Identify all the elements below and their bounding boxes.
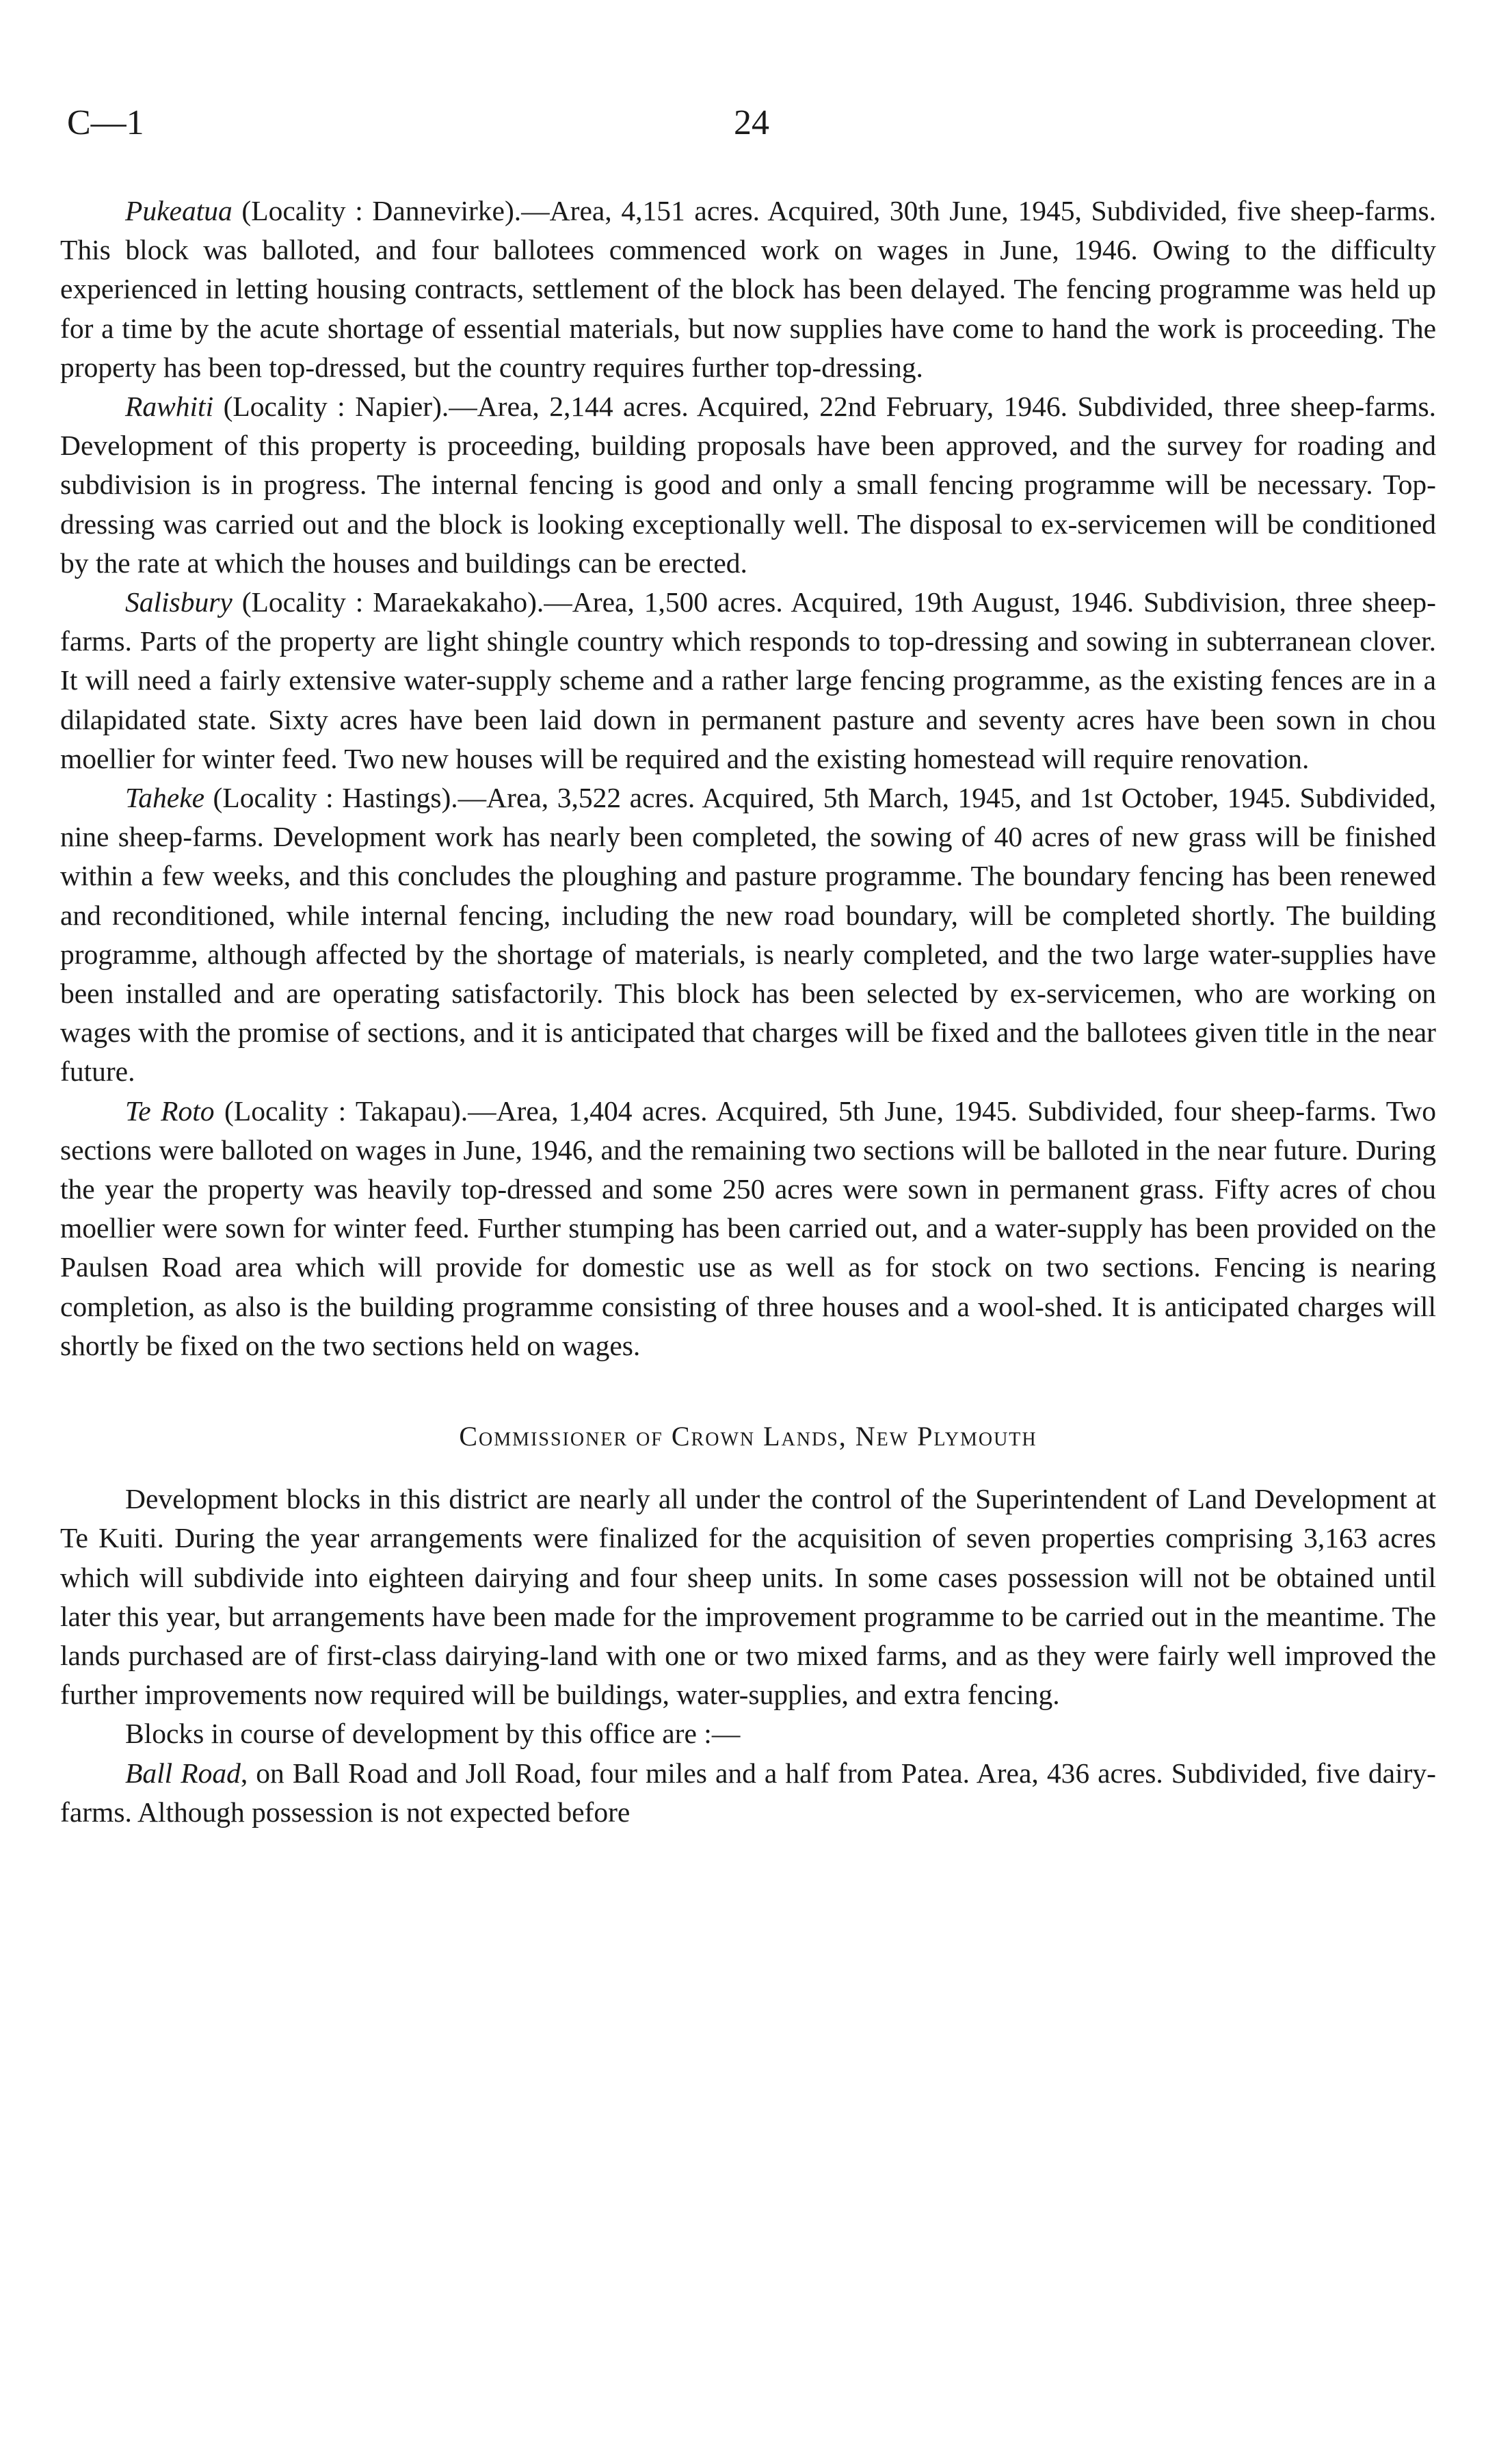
document-code: C—1: [67, 103, 144, 142]
paragraph-text: Development blocks in this district are nearly all under the control of the Superintendent of Land Development at Te Kuiti. During the year arrangements were finalized for the acquisition of seven properties comprising 3,163 acres which will subdivide into eighteen dairying and four sheep units. In some cases possession will not be obtained until later this year, but arrangements have been made for the improvement programme to be carried out in the meantime. The lands purchased are of first-class dairying-land with one or two mixed farms, and as they were fairly well improved the further improvements now required will be buildings, water-supplies, and extra fencing.: [60, 1483, 1436, 1711]
paragraph-text: (Locality : Hastings).—Area, 3,522 acres. Acquired, 5th March, 1945, and 1st October, 1945. Subdivided, nine sheep-farms. Development work has nearly been completed, the sowing of 40 acres of new grass will be finished within a few weeks, and this concludes the ploughing and pasture programme. The boundary fencing has been renewed and reconditioned, while internal fencing, including the new road boundary, will be completed shortly. The building programme, although affected by the shortage of materials, is nearly completed, and the two large water-supplies have been installed and are operating satisfactorily. This block has been selected by ex-servicemen, who are working on wages with the promise of sections, and it is anticipated that charges will be fixed and the ballotees given title in the near future.: [60, 782, 1436, 1088]
paragraph-rawhiti: [60, 387, 1436, 583]
block-name: Rawhiti: [125, 391, 214, 423]
paragraph-te-roto: [60, 1092, 1436, 1365]
paragraph-development-blocks: [60, 1480, 1436, 1714]
paragraph-text: (Locality : Dannevirke).—Area, 4,151 acres. Acquired, 30th June, 1945, Subdivided, five sheep-farms. This block was balloted, and four ballotees commenced work on wages in June, 1946. Owing to the difficulty experienced in letting housing contracts, settlement of the block has been delayed. The fencing programme was held up for a time by the acute shortage of essential materials, but now supplies have come to hand the work is proceeding. The property has been top-dressed, but the country requires further top-dressing.: [60, 195, 1436, 383]
body-text: [60, 192, 1436, 1832]
paragraph-salisbury: [60, 583, 1436, 778]
section-heading: Commissioner of Crown Lands, New Plymouth: [459, 1421, 1037, 1452]
block-name: Taheke: [125, 782, 205, 814]
document-page: [60, 103, 1436, 1832]
paragraph-text: (Locality : Maraekakaho).—Area, 1,500 acres. Acquired, 19th August, 1946. Subdivision, three sheep-farms. Parts of the property are light shingle country which responds to top-dressing and sowing in subterranean clover. It will need a fairly extensive water-supply scheme and a rather large fencing programme, as the existing fences are in a dilapidated state. Sixty acres have been laid down in permanent pasture and seventy acres have been sown in chou moellier for winter feed. Two new houses will be required and the existing homestead will require renovation.: [60, 586, 1436, 774]
paragraph-pukeatua: [60, 192, 1436, 387]
paragraph-text: Blocks in course of development by this office are :—: [125, 1718, 741, 1750]
block-name: Salisbury: [125, 586, 233, 618]
paragraph-blocks-intro: [60, 1714, 1436, 1753]
page-header: [60, 103, 1436, 164]
block-name: Ball Road: [125, 1757, 241, 1789]
paragraph-taheke: [60, 778, 1436, 1092]
page-number: 24: [734, 103, 769, 142]
paragraph-ball-road: [60, 1754, 1436, 1832]
block-name: Pukeatua: [125, 195, 233, 226]
paragraph-text: (Locality : Takapau).—Area, 1,404 acres. Acquired, 5th June, 1945. Subdivided, four sheep-farms. Two sections were balloted on wages in June, 1946, and the remaining two sections will be balloted in the near future. During the year the property was heavily top-dressed and some 250 acres were sown in permanent grass. Fifty acres of chou moellier were sown for winter feed. Further stumping has been carried out, and a water-supply has been provided on the Paulsen Road area which will provide for domestic use as well as for stock on two sections. Fencing is nearing completion, as also is the building programme consisting of three houses and a wool-shed. It is anticipated charges will shortly be fixed on the two sections held on wages.: [60, 1095, 1436, 1361]
paragraph-text: , on Ball Road and Joll Road, four miles and a half from Patea. Area, 436 acres. Subdivided, five dairy-farms. Although possession is not expected before: [60, 1757, 1436, 1828]
block-name: Te Roto: [125, 1095, 215, 1127]
paragraph-text: (Locality : Napier).—Area, 2,144 acres. Acquired, 22nd February, 1946. Subdivided, three sheep-farms. Development of this property is proceeding, building proposals have been approved, and the survey for roading and subdivision is in progress. The internal fencing is good and only a small fencing programme will be necessary. Top-dressing was carried out and the block is looking exceptionally well. The disposal to ex-servicemen will be conditioned by the rate at which the houses and buildings can be erected.: [60, 391, 1436, 579]
